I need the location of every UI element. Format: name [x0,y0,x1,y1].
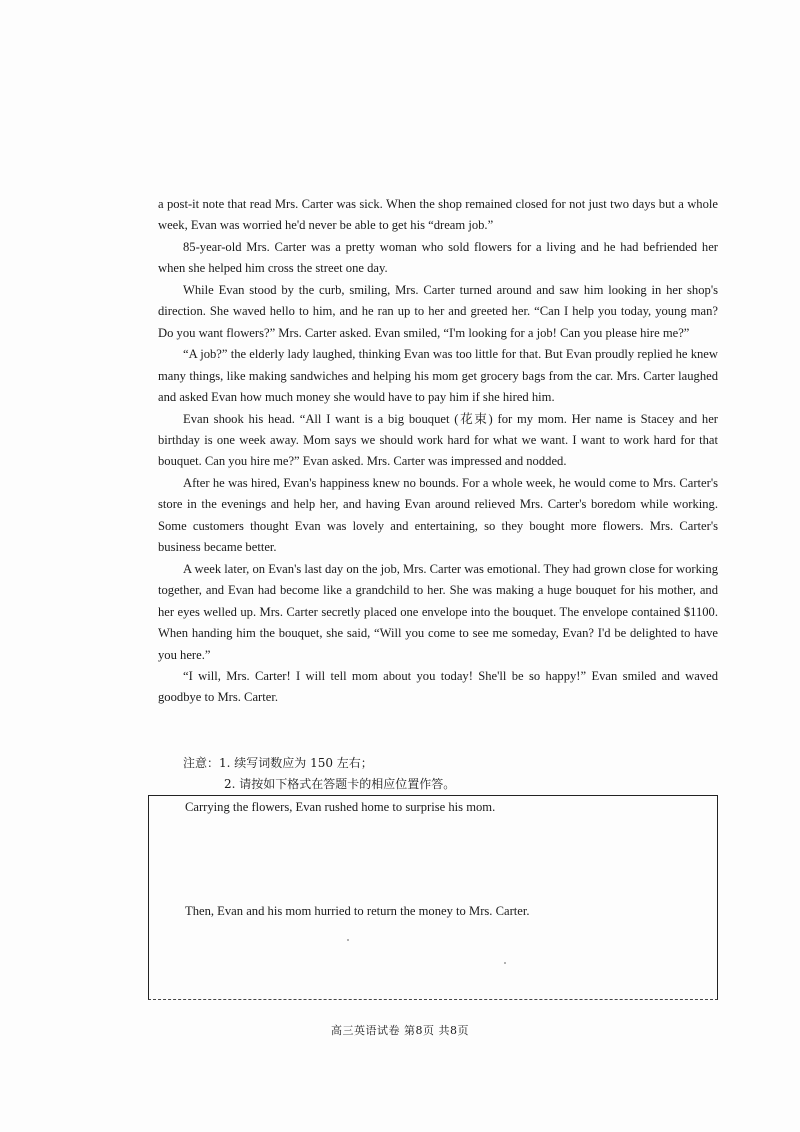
answer-box [148,795,718,1000]
page-footer: 高三英语试卷 第8页 共8页 [331,1024,469,1037]
passage-paragraph-3: While Evan stood by the curb, smiling, Mrs. Carter turned around and saw him looking in her shop's direction. She waved hello to him, and he ran up to her and greeted her. “Can I help you today, young man? Do you want flowers?” Mrs. Carter asked. Evan smiled, “I'm looking for a job! Can you please hire me?” [158,282,718,340]
continuation-prompt-1: Carrying the flowers, Evan rushed home to surprise his mom. [185,800,496,814]
passage-paragraph-1: a post-it note that read Mrs. Carter was sick. When the shop remained closed for not just two days but a whole week, Evan was worried he'd never be able to get his “dream job.” [158,197,718,233]
passage-paragraph-8: “I will, Mrs. Carter! I will tell mom about you today! She'll be so happy!” Evan smiled and waved goodbye to Mrs. Carter. [158,668,718,705]
writing-instructions [183,753,455,795]
continuation-prompt-2: Then, Evan and his mom hurried to return the money to Mrs. Carter. [185,904,530,918]
passage-paragraph-6: After he was hired, Evan's happiness knew no bounds. For a whole week, he would come to Mrs. Carter's store in the evenings and help her, and having Evan around relieved Mrs. Carter's boredom while working. Some customers thought Evan was lovely and entertaining, so they bought more flowers. Mrs. Carter's business became better. [158,475,718,555]
passage-paragraph-2: 85-year-old Mrs. Carter was a pretty woman who sold flowers for a living and he had befriended her when she helped him cross the street one day. [158,239,718,276]
scan-speck [347,939,349,941]
instruction-answer-format: 2. 请按如下格式在答题卡的相应位置作答。 [224,777,456,791]
passage-paragraph-4: “A job?” the elderly lady laughed, thinking Evan was too little for that. But Evan proudly replied he knew many things, like making sandwiches and helping his mom get grocery bags from the car. Mrs. Carter laughed and asked Evan how much money she would have to pay him if she hired him. [158,347,718,405]
scan-speck [504,962,506,964]
instruction-word-count: 注意：1. 续写词数应为 150 左右； [183,756,373,770]
passage-paragraph-5: Evan shook his head. “All I want is a big bouquet (花束) for my mom. Her name is Stacey and her birthday is one week away. Mom says we should work hard for what we want. I want to work hard for that bouquet. Can you hire me?” Evan asked. Mrs. Carter was impressed and nodded. [158,411,718,469]
passage-paragraph-7: A week later, on Evan's last day on the job, Mrs. Carter was emotional. They had grown close for working together, and Evan had become like a grandchild to her. She was making a huge bouquet for his mother, and her eyes welled up. Mrs. Carter secretly placed one envelope into the bouquet. The envelope contained $1100. When handing him the bouquet, she said, “Will you come to see me someday, Evan? I'd be delighted to have you here.” [158,561,718,662]
passage [158,194,718,709]
